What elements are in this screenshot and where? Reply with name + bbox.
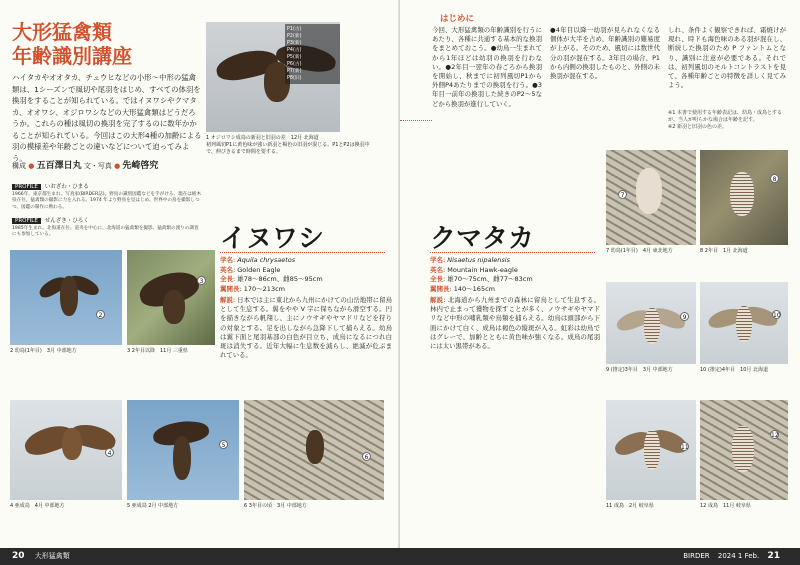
photo-4-caption: 4 亜成鳥 4月 中部地方 bbox=[10, 503, 65, 509]
credit-author: 五百澤日丸 bbox=[36, 161, 82, 171]
photo-8: 8 bbox=[700, 150, 788, 245]
photo-8-caption: 8 2年目 1月 北海道 bbox=[700, 248, 748, 254]
issue-date: 2024 1 Feb. bbox=[717, 552, 760, 560]
photo-3-caption: 3 2年目以降 11月 三重県 bbox=[127, 348, 188, 354]
intro-connector-rule bbox=[400, 120, 432, 121]
title-line-2: 年齢識別講座 bbox=[12, 44, 132, 68]
title-line-1: 大形猛禽類 bbox=[12, 20, 112, 44]
photo-5-caption: 5 亜成鳥 2月 中部地方 bbox=[127, 503, 179, 509]
feather-label: P4(古) bbox=[287, 48, 302, 53]
feather-label: P5(新) bbox=[287, 55, 302, 60]
profile-text: 1985年生まれ。北海道在住。道央を中心に、北海道の猛禽類を撮影。猛禽類の渡りの調査にも参加している。 bbox=[12, 226, 199, 238]
profile-tag: PROFILE bbox=[12, 184, 41, 190]
photo-1-caption: 1 オジロワシ成鳥の新羽と旧羽の差 12月 北海道 初列風切P1に黄色味が強い新羽と褐色の旧羽が混じる。P1とP2は換羽中で、伸びきるまで時間を要する。 bbox=[206, 135, 370, 155]
profile-name: せんざき・ひろく bbox=[44, 218, 89, 224]
species-1-description: 解説: 日本では主に東北から九州にかけての山岳地帯に留鳥として生息する。翼をやや V 字に保ちながら滑空する。円を描きながら帆翔し、主にノウサギやヤマドリなどを狩りの対象とする。足を出しながら急降下して捕らえる。幼鳥は翼下面と尾羽基部の白色が目立ち、成鳥になるにつれ白斑は消失する。近年大幅に生息数を減らし、絶滅が危ぶまれている。 bbox=[220, 296, 393, 360]
feather-label: P7(新) bbox=[287, 69, 302, 74]
species-1-rule bbox=[220, 252, 385, 253]
feather-label: P2(新) bbox=[287, 34, 302, 39]
photo-2: 2 bbox=[10, 250, 122, 345]
left-footer bbox=[0, 548, 400, 565]
photo-6: 6 bbox=[244, 400, 384, 500]
scientific-name: Aquila chrysaetos bbox=[237, 256, 296, 264]
credit-label: 構成 bbox=[12, 162, 26, 170]
feather-label: P1(古) bbox=[287, 27, 302, 32]
profile-name: いおざわ・ひまる bbox=[44, 184, 89, 190]
intro-column-2: ●4年目以降一幼羽が見られなくなる個体が大半を占め、年齢識別の難易度が上がる。そのため、風切には数世代分の羽が混在する。3年目の場合、P1から内側の換羽したものと、外側の未換羽が混在する。 bbox=[550, 26, 660, 81]
magazine-name: BIRDER bbox=[683, 552, 710, 560]
species-2-info: 学名: Nisaetus nipalensis 英名: Mountain Hawk-eagle 全長: 雄70〜75cm、雌77〜83cm 翼開長: 140〜165cm bbox=[430, 256, 533, 293]
intro-column-3: しれ、条件よく観察できれば、霜焼けが現れ、時ドも海色味のある羽が混在し、断続した換羽のため P ファントムとなり、識別に注意が必要である。それでは、初列風切のモルトコントラストを見て、各種年齢ごとの特徴を詳しく見てみよう。 bbox=[668, 26, 786, 90]
profile-text: 1966年、東京都生まれ。写真家(BIRDER誌)。野鳥の識別図鑑などを手がける。現在は栃木県在住。猛禽類の撮影に力を入れる。1974 年より野鳥を見はじめ、世界中の鳥を撮影しつつ、図鑑の制作に携わる。 bbox=[12, 192, 202, 210]
photo-3: 3 bbox=[127, 250, 215, 345]
english-name: Mountain Hawk-eagle bbox=[447, 265, 518, 274]
photo-12-caption: 12 成鳥 11月 岐阜県 bbox=[700, 503, 751, 509]
photo-4: 4 bbox=[10, 400, 122, 500]
right-footer bbox=[400, 548, 800, 565]
profile-tag: PROFILE bbox=[12, 218, 41, 224]
species-1-name: イヌワシ bbox=[220, 224, 325, 254]
intro-heading: はじめに bbox=[440, 14, 475, 24]
photo-5: 5 bbox=[127, 400, 239, 500]
wingspan: 140〜165cm bbox=[453, 284, 495, 293]
feather-label-list bbox=[285, 24, 340, 84]
photo-6-caption: 6 3年目の頃 3月 中部地方 bbox=[244, 503, 307, 509]
page-number-right: 21 bbox=[767, 551, 780, 561]
species-2-rule bbox=[430, 252, 595, 253]
total-length: 雄70〜75cm、雌77〜83cm bbox=[447, 275, 533, 283]
species-1-info: 学名: Aquila chrysaetos 英名: Golden Eagle 全長: 雄78〜86cm、雌85〜95cm 翼開長: 170〜213cm bbox=[220, 256, 323, 293]
page-number-left: 20 bbox=[12, 551, 25, 561]
photo-11-caption: 11 成鳥 2月 岐阜県 bbox=[606, 503, 654, 509]
feather-label: P3(新) bbox=[287, 41, 302, 46]
photo-9: 9 bbox=[606, 282, 696, 364]
profile-2 bbox=[12, 207, 202, 239]
footnotes: ※1 本書で使用する年齢表記は、幼鳥・成鳥とするが、当人が明らかな場合は年齢を記す。 ※2 新羽と旧羽の色の差。 bbox=[668, 110, 782, 130]
photo-9-caption: 9 (推定)3年目 3月 中部地方 bbox=[606, 367, 673, 373]
english-name: Golden Eagle bbox=[237, 265, 281, 274]
lead-paragraph: ハイタカやオオタカ、チュウヒなどの小形〜中形の猛禽類は、1シーズンで風切や尾羽をはじめ、すべての体羽を換羽をすることが知られている。ではイヌワシやクマタカ、オオワシ、オジロワシなどの大形猛禽類はどうだろうか。これらの種は風切の換羽を完了するのに数年かかることが知られている。今回はこの大形4種の加齢による羽の模様差や年齢ごとの違いなどについて迫ってみよう。 bbox=[12, 73, 202, 163]
left-page bbox=[0, 0, 400, 548]
credit-author2: 先崎啓究 bbox=[122, 161, 159, 171]
article-title bbox=[12, 20, 132, 68]
photo-2-caption: 2 幼鳥(1年目) 3月 中部地方 bbox=[10, 348, 77, 354]
photo-10-caption: 10 (推定)4年目 10月 北海道 bbox=[700, 367, 768, 373]
feather-label: P8(旧) bbox=[287, 76, 302, 81]
credit-line: 構成 ● 五百澤日丸 文・写真 ● 先崎啓究 bbox=[12, 161, 159, 171]
photo-7: 7 bbox=[606, 150, 696, 245]
running-title: 大形猛禽類 bbox=[34, 552, 70, 560]
species-2-description: 解説: 北海道から九州までの森林に留鳥として生息する。林内で止まって獲物を探すことが多く、ノウサギやヤマドリなど中形の哺乳類や鳥類を捕らえる。幼鳥は頭部から下面にかけて白く、成鳥は褐色の縦斑が入る。虹彩は幼鳥ではグレーで、加齢とともに黄色味が強くなる。成鳥の尾羽には太い黒帯がある。 bbox=[430, 296, 601, 351]
wingspan: 170〜213cm bbox=[243, 284, 285, 293]
photo-7-caption: 7 幼鳥(1年目) 4月 東北地方 bbox=[606, 248, 673, 254]
right-page bbox=[400, 0, 800, 548]
total-length: 雄78〜86cm、雌85〜95cm bbox=[237, 275, 323, 283]
profile-1 bbox=[12, 173, 202, 211]
feather-label: P6(古) bbox=[287, 62, 302, 67]
photo-11: 11 bbox=[606, 400, 696, 500]
species-2-name: クマタカ bbox=[430, 224, 535, 254]
intro-column-1: 今回、大形猛禽類の年齢識別を行うにあたり、各種に共通する基本的な換羽をまとめておこう。●幼鳥一生まれてから1年ほどは幼羽の換羽を行わない。●2年目一翌年の春ごろから換羽を開始し、秋までに初列風切P1から外側P4あたりまでの換羽を行う。●3年目一前年の換羽した続きのP2〜5などから換羽が進行していく。 bbox=[432, 26, 542, 108]
photo-10: 10 bbox=[700, 282, 788, 364]
credit-mid: 文・写真 bbox=[83, 162, 112, 170]
scientific-name: Nisaetus nipalensis bbox=[447, 256, 510, 264]
photo-12: 12 bbox=[700, 400, 788, 500]
